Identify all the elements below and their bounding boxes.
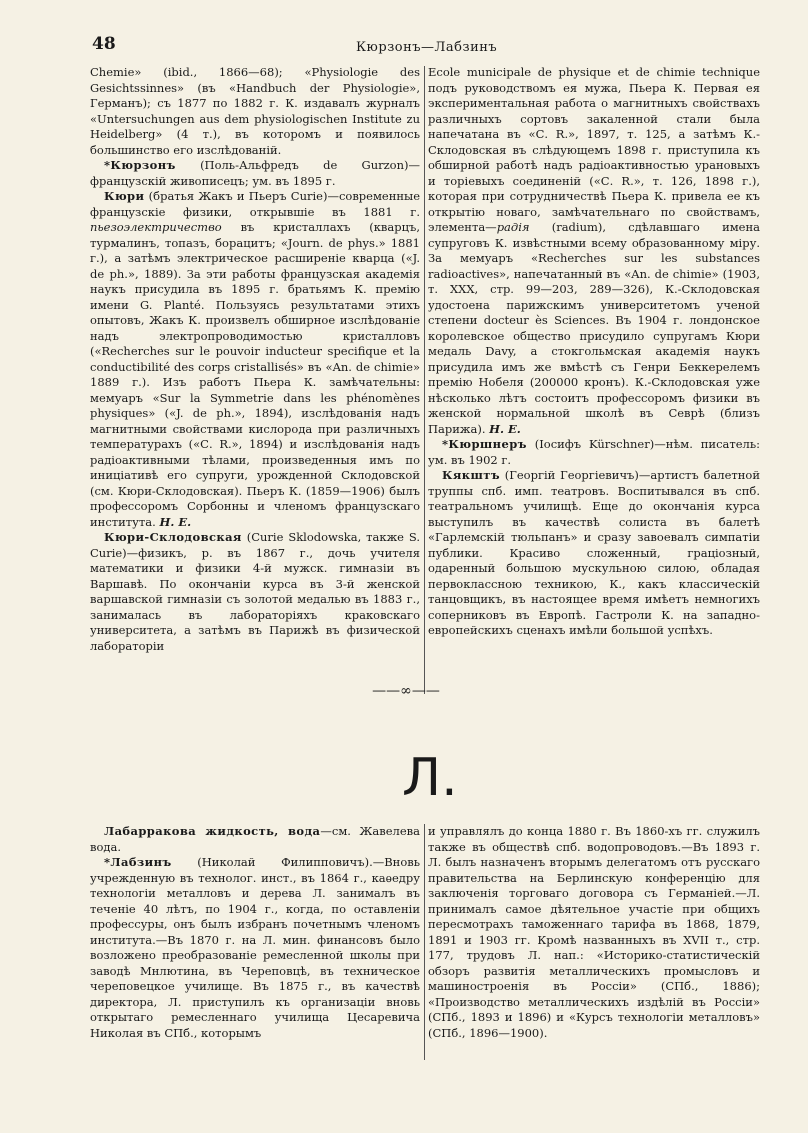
- entry-kiurzon: [90, 158, 420, 189]
- entry-headword: *Кюрзонъ: [104, 158, 176, 172]
- entry-text: (Николай Филипповичъ).—Вновь учрежденную въ технолог. инст., въ 1864 г., каѳедру технологіи металловъ и дерева Л. занималъ въ теченіе 40 лѣтъ, по 1904 г., когда, по оставленіи профессуры, онъ былъ избранъ почетнымъ членомъ института.—Въ 1870 г. на Л. мин. финансовъ было возложено преобразованіе ремесленной школы при заводѣ Мнлютина, въ Череповцѣ, въ техническое череповецкое училище. Въ 1875 г., въ качествѣ директора, Л. приступилъ къ организаціи вновь открытаго ремесленнаго училища Цесаревича Николая въ СПб., которымъ: [90, 855, 420, 1040]
- author-initials: Н. Е.: [489, 421, 521, 436]
- entry-headword: Кякштъ: [442, 468, 500, 482]
- entry-text: (братья Жакъ и Пьеръ Curie)—современные французскіе физики, открывшіе въ 1881 г.: [90, 189, 420, 219]
- entry-headword: Лабарракова жидкость, вода: [104, 824, 321, 838]
- entry-text: Ecole municipale de physique et de chimie technique подъ руководствомъ ея мужа, Пьера К. Первая ея экспериментальная работа о магнитныхъ свойствахъ различныхъ сортовъ закаленной стали была напечатана въ «С. R.», 1897, т. 125, а затѣмъ К.-Склодовская въ слѣдующемъ 1898 г. приступила къ обширной работѣ надъ радіоактивностью урановыхъ и торіевыхъ соединеній («С. R.», т. 126, 1898 г.), которая при сотрудничествѣ Пьера К. привела ее къ открытію новаго, замѣчательнаго по свойствамъ, элемента—: [428, 65, 760, 234]
- top-left-column: [90, 65, 420, 654]
- entry-headword: Кюри-Склодовская: [104, 530, 242, 544]
- author-initials: Н. Е.: [159, 514, 192, 529]
- entry-text: —см. Жавелева вода.: [90, 824, 420, 854]
- entry-continuation: [428, 824, 760, 1041]
- entry-kiuri: [90, 189, 420, 530]
- top-right-column: [428, 65, 760, 639]
- entry-continuation: [428, 65, 760, 437]
- section-letter: Л.: [402, 748, 458, 808]
- entry-text: въ кристаллахъ (кварцъ, турмалинъ, топазъ, борацитъ; «Journ. de phys.» 1881 г.), а затѣмъ электрическое расширеніе кварца («J. de ph.», 1889). За эти работы французская академія наукъ присудила въ 1895 г. братьямъ К. премію имени G. Planté. Пользуясь результатами этихъ опытовъ, Жакъ К. произвелъ обширное изслѣдованіе надъ электропроводимостью кристалловъ («Recherches sur le pouvoir inducteur specifique et la conductibilité des corps cristallisés» въ «An. de chimie» 1889 г.). Изъ работъ Пьера К. замѣчательны: мемуаръ «Sur la Symmetrie dans les phénomènes physiques» («J. de ph.», 1894), изслѣдованія надъ магнитными свойствами кислорода при различныхъ температурахъ («С. R.», 1894) и изслѣдованія надъ радіоактивными тѣлами, произведенныя имъ по иниціативѣ его супруги, урожденной Склодовской (см. Кюри-Склодовская). Пьеръ К. (1859—1906) былъ профессоромъ Сорбонны и членомъ французскаго института.: [90, 220, 420, 529]
- entry-text: Chemie» (ibid., 1866—68); «Physiologie des Gesichtssinnes» (въ «Handbuch der Physiologie», Германъ); съ 1877 по 1882 г. К. издавалъ журналъ «Untersuchungen aus dem physiologischen Institute zu Heidelberg» (4 т.), въ которомъ и появилось большинство его изслѣдованій.: [90, 65, 420, 157]
- bottom-right-column: [428, 824, 760, 1041]
- column-divider-top: [424, 66, 425, 694]
- italic-term: радія: [496, 220, 530, 234]
- entry-text: (Іосифъ Kürschner)—нѣм. писатель: ум. въ 1902 г.: [428, 437, 760, 467]
- entry-text: и управлялъ до конца 1880 г. Въ 1860-хъ гг. служилъ также въ обществѣ спб. водопроводовъ.—Въ 1893 г. Л. былъ назначенъ вторымъ делегатомъ отъ русскаго правительства на Берлинскую конференцію для заключенія торговаго договора съ Германіей.—Л. принималъ самое дѣятельное участіе при общихъ пересмотрахъ таможеннаго тарифа въ 1868, 1879, 1891 и 1903 гг. Кромѣ названныхъ въ XVII т., стр. 177, трудовъ Л. нап.: «Историко-статистическій обзоръ развитія металлическихъ промысловъ и машиностроенія въ Россіи» (СПб., 1886); «Производство металлическихъ издѣлій въ Россіи» (СПб., 1893 и 1896) и «Курсъ технологіи металловъ» (СПб., 1896—1900).: [428, 824, 760, 1040]
- column-divider-bottom: [424, 824, 425, 1060]
- section-ornament: ——∞——: [372, 683, 440, 699]
- entry-text: (Поль-Альфредъ de Gurzon)—французскій живописецъ; ум. въ 1895 г.: [90, 158, 420, 188]
- running-head: Кюрзонъ—Лабзинъ: [356, 40, 498, 55]
- entry-text: (radium), сдѣлавшаго имена супруговъ К. извѣстными всему образованному міру. За мемуаръ «Recherches sur les substances radioactives», напечатанный въ «An. de chimie» (1903, т. XXX, стр. 99—203, 289—326), К.-Склодовская удостоена парижскимъ университетомъ ученой степени docteur ès Sciences. Въ 1904 г. лондонское королевское общество присудило супругамъ Кюри медаль Davy, а стокгольмская академія наукъ присудила имъ же вмѣстѣ съ Генри Беккерелемъ премію Нобеля (200000 кронъ). К.-Склодовская уже нѣсколько лѣтъ состоитъ профессоромъ физики въ женской нормальной школѣ въ Севрѣ (близъ Парижа).: [428, 220, 761, 436]
- entry-text: (Curie Sklodowska, также S. Curie)—физикъ, р. въ 1867 г., дочь учителя математики и физики 4-й мужск. гимназіи въ Варшавѣ. По окончаніи курса въ 3-й женской варшавской гимназіи съ золотой медалью въ 1883 г., занималась въ лабораторіяхъ краковскаго университета, а затѣмъ въ Парижѣ въ физической лабораторіи: [90, 530, 420, 653]
- bottom-left-column: [90, 824, 420, 1041]
- entry-kiakshi: [428, 468, 760, 639]
- entry-text: (Георгій Георгіевичъ)—артистъ балетной труппы спб. имп. театровъ. Воспитывался въ спб. театральномъ училищѣ. Еще до окончанія курса выступилъ въ качествѣ солиста въ балетѣ «Гарлемскій тюльпанъ» и сразу завоевалъ симпатіи публики. Красиво сложенный, граціозный, одаренный большою мускульною силою, обладая первоклассною техникою, К., какъ классическій танцовщикъ, въ настоящее время имѣетъ немногихъ соперниковъ въ Европѣ. Гастроли К. на западно-европейскихъ сценахъ имѣли большой успѣхъ.: [428, 468, 760, 637]
- entry-kiurshner: [428, 437, 760, 468]
- entry-kiuri-sklodovskaya: [90, 530, 420, 654]
- entry-headword: *Кюршнеръ: [442, 437, 527, 451]
- entry-continuation: [90, 65, 420, 158]
- entry-labzin: [90, 855, 420, 1041]
- entry-labarrakova: [90, 824, 420, 855]
- page-number: 48: [92, 34, 116, 54]
- italic-term: пьезоэлектричество: [90, 220, 222, 234]
- entry-headword: Кюри: [104, 189, 145, 203]
- entry-headword: *Лабзинъ: [104, 855, 172, 869]
